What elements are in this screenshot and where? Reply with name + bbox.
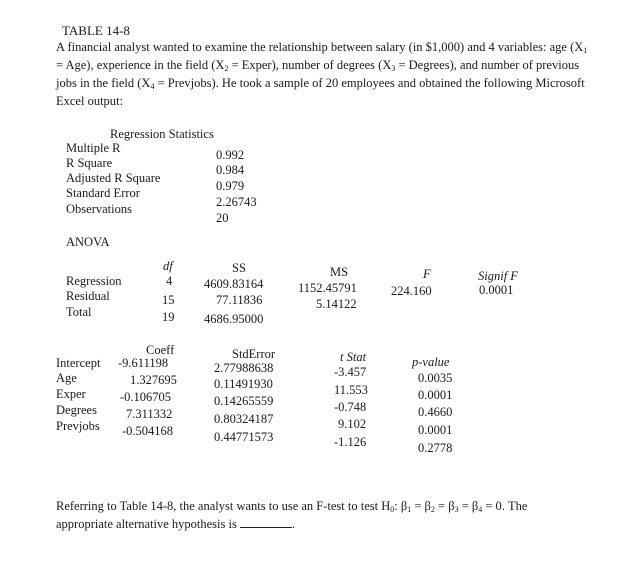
- intro-text-1: A financial analyst wanted to examine the relationship between salary (in $1,000) and 4 variables: age (X: [56, 40, 584, 54]
- coeff-row-label: Prevjobs: [56, 419, 100, 433]
- anova-header-df: df: [163, 259, 173, 273]
- table-title: TABLE 14-8: [62, 23, 130, 38]
- tstat-value: -3.457: [334, 365, 367, 379]
- stat-label: Multiple R: [66, 141, 121, 155]
- subscript: 2: [224, 64, 229, 73]
- stat-value: 2.26743: [216, 195, 257, 209]
- coeff-row-label: Intercept: [56, 356, 101, 370]
- anova-sig: 0.0001: [479, 283, 514, 297]
- anova-ms: 1152.45791: [298, 281, 357, 295]
- intro-text-5: = Prevjobs). He took a sample of 20 employees and obtained the following Microsoft Excel output:: [56, 76, 585, 108]
- question-text-5: = β: [458, 499, 479, 513]
- stderr-value: 2.77988638: [214, 361, 274, 375]
- coeff-value: 1.327695: [130, 373, 177, 387]
- subscript: 1: [583, 46, 588, 55]
- tstat-value: -0.748: [334, 400, 367, 414]
- coeff-row-label: Degrees: [56, 403, 97, 417]
- stat-label: Adjusted R Square: [66, 171, 161, 185]
- stat-value: 0.979: [216, 179, 245, 193]
- coeff-value: 7.311332: [126, 407, 173, 421]
- question-text-2: : β: [394, 499, 408, 513]
- tstat-value: 11.553: [334, 383, 368, 397]
- anova-row-label: Total: [66, 305, 92, 319]
- coeff-value: -0.504168: [122, 424, 174, 438]
- stat-label: Standard Error: [66, 186, 140, 200]
- anova-header-f: F: [423, 267, 431, 281]
- intro-text-3: = Exper), number of degrees (X: [228, 58, 392, 72]
- anova-row-label: Residual: [66, 289, 110, 303]
- stderr-value: 0.44771573: [214, 430, 274, 444]
- subscript: 1: [407, 505, 412, 514]
- question-end: .: [291, 517, 296, 531]
- stderr-value: 0.14265559: [214, 394, 274, 408]
- intro-text-4: = Degrees), and number of previous jobs in the field (X: [56, 58, 580, 90]
- anova-header-sig: Signif F: [478, 269, 518, 283]
- anova-df: 19: [162, 310, 175, 324]
- intro-text-2: = Age), experience in the field (X: [56, 58, 225, 72]
- question-text-6: = 0. The appropriate alternative hypothesis is: [56, 499, 528, 531]
- question-text-1: Referring to Table 14-8, the analyst wants to use an F-test to test H: [56, 499, 391, 513]
- anova-ss: 4609.83164: [204, 277, 264, 291]
- subscript: 0: [390, 505, 395, 514]
- intro-paragraph: [56, 40, 596, 108]
- stderr-value: 0.11491930: [214, 377, 273, 391]
- pvalue-value: 0.0001: [418, 388, 453, 402]
- anova-df: 4: [166, 274, 173, 288]
- stat-label: Observations: [66, 202, 132, 216]
- stat-value: 0.984: [216, 163, 245, 177]
- tstat-value: 9.102: [338, 417, 367, 431]
- subscript: 2: [430, 505, 435, 514]
- pvalue-header: p-value: [412, 355, 450, 369]
- question-paragraph: [56, 499, 586, 531]
- anova-ss: 4686.95000: [204, 312, 264, 326]
- coeff-value: -9.611198: [118, 356, 169, 370]
- anova-ss: 77.11836: [216, 293, 263, 307]
- anova-f: 224.160: [391, 284, 432, 298]
- anova-header-ss: SS: [232, 261, 246, 275]
- coeff-value: -0.106705: [120, 390, 172, 404]
- subscript: 3: [391, 64, 396, 73]
- answer-blank[interactable]: [240, 517, 292, 528]
- question-text-3: = β: [411, 499, 431, 513]
- stat-label: R Square: [66, 156, 113, 170]
- pvalue-value: 0.0035: [418, 371, 453, 385]
- pvalue-value: 0.2778: [418, 441, 453, 455]
- coeff-header: Coeff: [146, 343, 175, 357]
- subscript: 4: [478, 505, 483, 514]
- question-text-4: = β: [434, 499, 455, 513]
- pvalue-value: 0.4660: [418, 405, 453, 419]
- subscript: 3: [454, 505, 459, 514]
- anova-row-label: Regression: [66, 274, 122, 288]
- stderr-value: 0.80324187: [214, 412, 274, 426]
- coeff-row-label: Exper: [56, 387, 86, 401]
- subscript: 4: [150, 82, 155, 91]
- stderr-header: StdError: [232, 347, 276, 361]
- stat-value: 20: [216, 211, 229, 225]
- stat-value: 0.992: [216, 148, 245, 162]
- anova-ms: 5.14122: [316, 297, 357, 311]
- anova-df: 15: [162, 293, 175, 307]
- pvalue-value: 0.0001: [418, 423, 453, 437]
- coeff-row-label: Age: [56, 371, 77, 385]
- tstat-header: t Stat: [340, 350, 367, 364]
- regression-stats-heading: Regression Statistics: [110, 127, 214, 141]
- anova-header-ms: MS: [330, 265, 349, 279]
- tstat-value: -1.126: [334, 435, 367, 449]
- anova-heading: ANOVA: [66, 235, 110, 249]
